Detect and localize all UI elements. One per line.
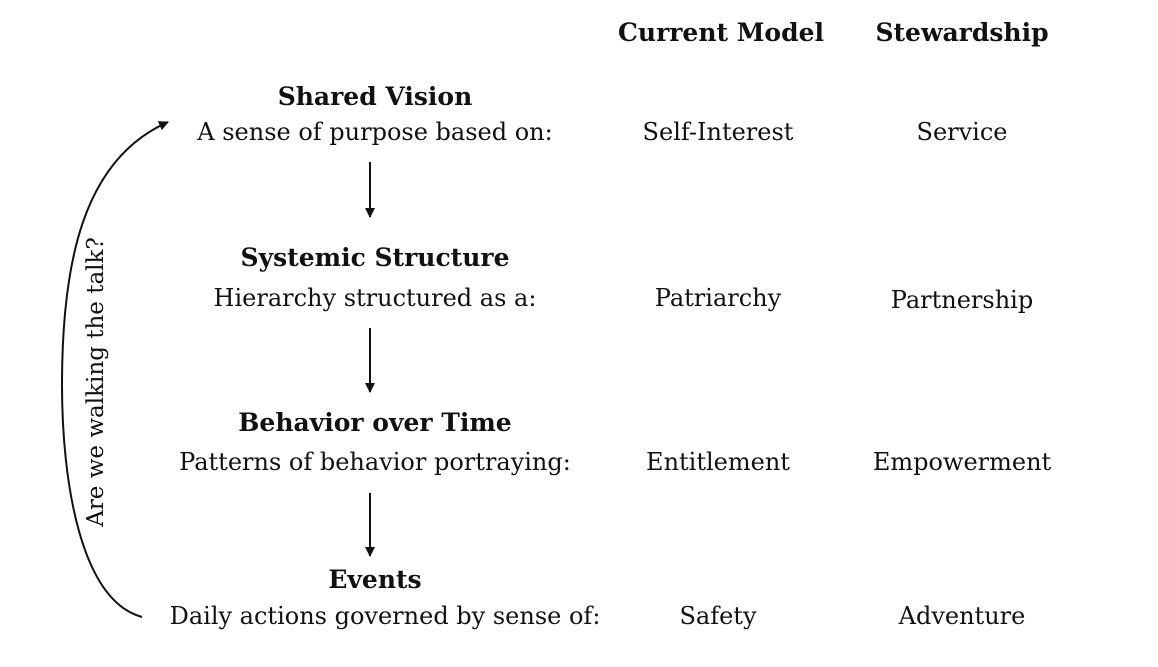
level-title-shared-vision: Shared Vision xyxy=(277,82,473,111)
side-label-walking-the-talk: Are we walking the talk? xyxy=(83,237,109,527)
cell-current-systemic-structure: Patriarchy xyxy=(654,284,782,312)
feedback-curve-arrow xyxy=(62,122,168,617)
column-header-current-model: Current Model xyxy=(618,18,824,47)
cell-current-events: Safety xyxy=(679,602,757,630)
level-description-behavior-over-time: Patterns of behavior portraying: xyxy=(179,448,571,476)
level-description-shared-vision: A sense of purpose based on: xyxy=(197,118,553,146)
cell-current-shared-vision: Self-Interest xyxy=(642,118,794,146)
column-header-stewardship: Stewardship xyxy=(875,18,1049,47)
level-title-events: Events xyxy=(328,565,422,594)
level-title-behavior-over-time: Behavior over Time xyxy=(238,408,512,437)
cell-current-behavior-over-time: Entitlement xyxy=(646,448,790,476)
level-description-systemic-structure: Hierarchy structured as a: xyxy=(213,284,537,312)
cell-stewardship-shared-vision: Service xyxy=(916,118,1008,146)
cell-stewardship-events: Adventure xyxy=(898,602,1026,630)
level-title-systemic-structure: Systemic Structure xyxy=(240,243,510,272)
cell-stewardship-behavior-over-time: Empowerment xyxy=(872,448,1052,476)
level-description-events: Daily actions governed by sense of: xyxy=(169,602,601,630)
cell-stewardship-systemic-structure: Partnership xyxy=(890,286,1034,314)
